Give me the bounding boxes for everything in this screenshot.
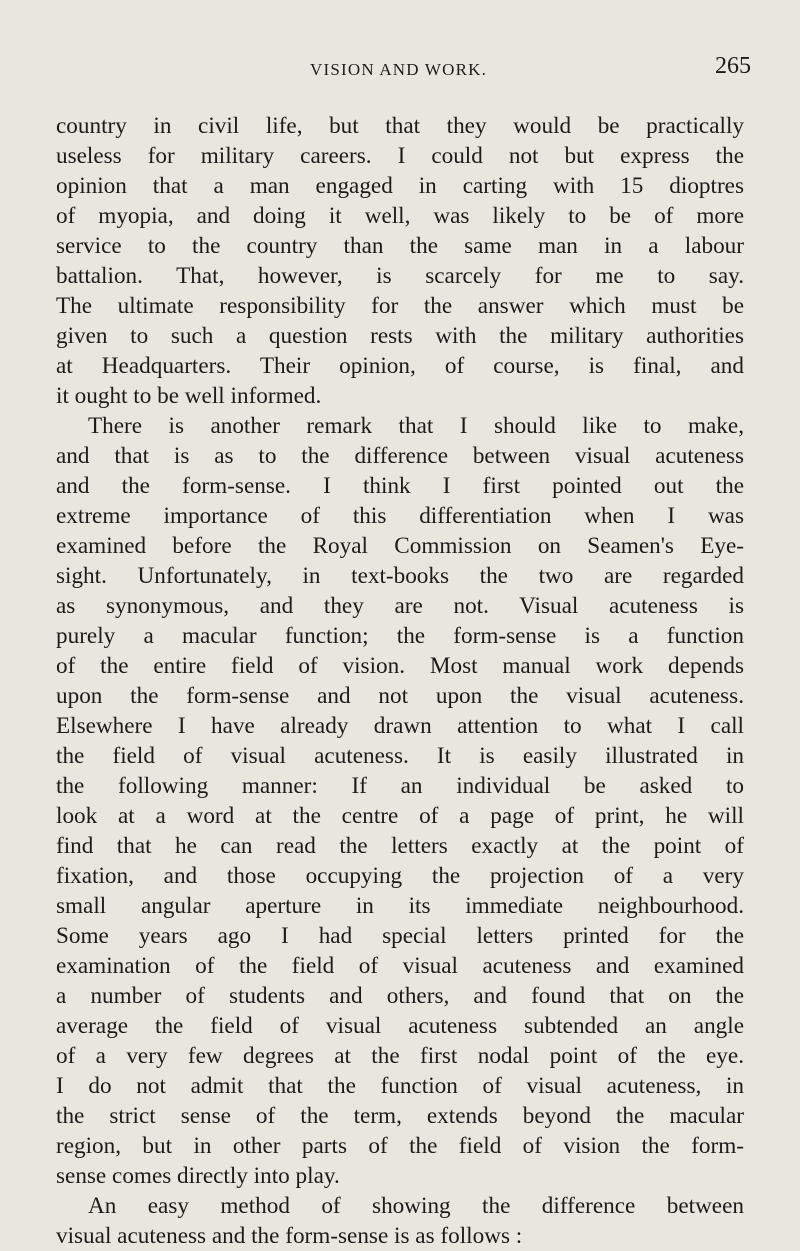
text-line: small angular aperture in its immediate neighbourhood. [56,893,744,919]
text-line: service to the country than the same man in a labour [56,233,744,259]
text-line: and that is as to the difference between visual acuteness [56,443,744,469]
text-line: fixation, and those occupying the projection of a very [56,863,744,889]
text-line: of a very few degrees at the first nodal point of the eye. [56,1043,744,1069]
text-line: There is another remark that I should like to make, [88,413,744,439]
text-line: examined before the Royal Commission on Seamen's Eye- [56,533,744,559]
text-line: I do not admit that the function of visual acuteness, in [56,1073,744,1099]
text-line: as synonymous, and they are not. Visual acuteness is [56,593,744,619]
text-line: the following manner: If an individual be asked to [56,773,744,799]
text-line: at Headquarters. Their opinion, of course, is final, and [56,353,744,379]
text-line: The ultimate responsibility for the answer which must be [56,293,744,319]
text-line: a number of students and others, and found that on the [56,983,744,1009]
text-line: of the entire field of vision. Most manual work depends [56,653,744,679]
page-number: 265 [715,53,751,79]
text-line: given to such a question rests with the military authorities [56,323,744,349]
text-line: the field of visual acuteness. It is easily illustrated in [56,743,744,769]
text-line: sense comes directly into play. [56,1163,340,1189]
text-line: Elsewhere I have already drawn attention to what I call [56,713,744,739]
text-line: visual acuteness and the form-sense is as follows : [56,1223,523,1249]
text-line: extreme importance of this differentiation when I was [56,503,744,529]
text-line: average the field of visual acuteness subtended an angle [56,1013,744,1039]
text-line: the strict sense of the term, extends beyond the macular [56,1103,744,1129]
text-line: region, but in other parts of the field of vision the form- [56,1133,744,1159]
text-line: and the form-sense. I think I first pointed out the [56,473,744,499]
text-line: Some years ago I had special letters printed for the [56,923,744,949]
text-line: An easy method of showing the difference between [88,1193,744,1219]
text-line: battalion. That, however, is scarcely for me to say. [56,263,744,289]
running-head [0,53,800,88]
text-line: look at a word at the centre of a page of print, he will [56,803,744,829]
text-line: it ought to be well informed. [56,383,322,409]
text-line: upon the form-sense and not upon the visual acuteness. [56,683,744,709]
text-line: purely a macular function; the form-sense is a function [56,623,744,649]
text-line: find that he can read the letters exactly at the point of [56,833,744,859]
text-line: opinion that a man engaged in carting with 15 dioptres [56,173,744,199]
text-line: sight. Unfortunately, in text-books the two are regarded [56,563,744,589]
text-line: useless for military careers. I could not but express the [56,143,744,169]
text-line: examination of the field of visual acuteness and examined [56,953,744,979]
running-title: VISION AND WORK. [310,60,488,79]
text-line: country in civil life, but that they would be practically [56,113,744,139]
text-line: of myopia, and doing it well, was likely to be of more [56,203,744,229]
